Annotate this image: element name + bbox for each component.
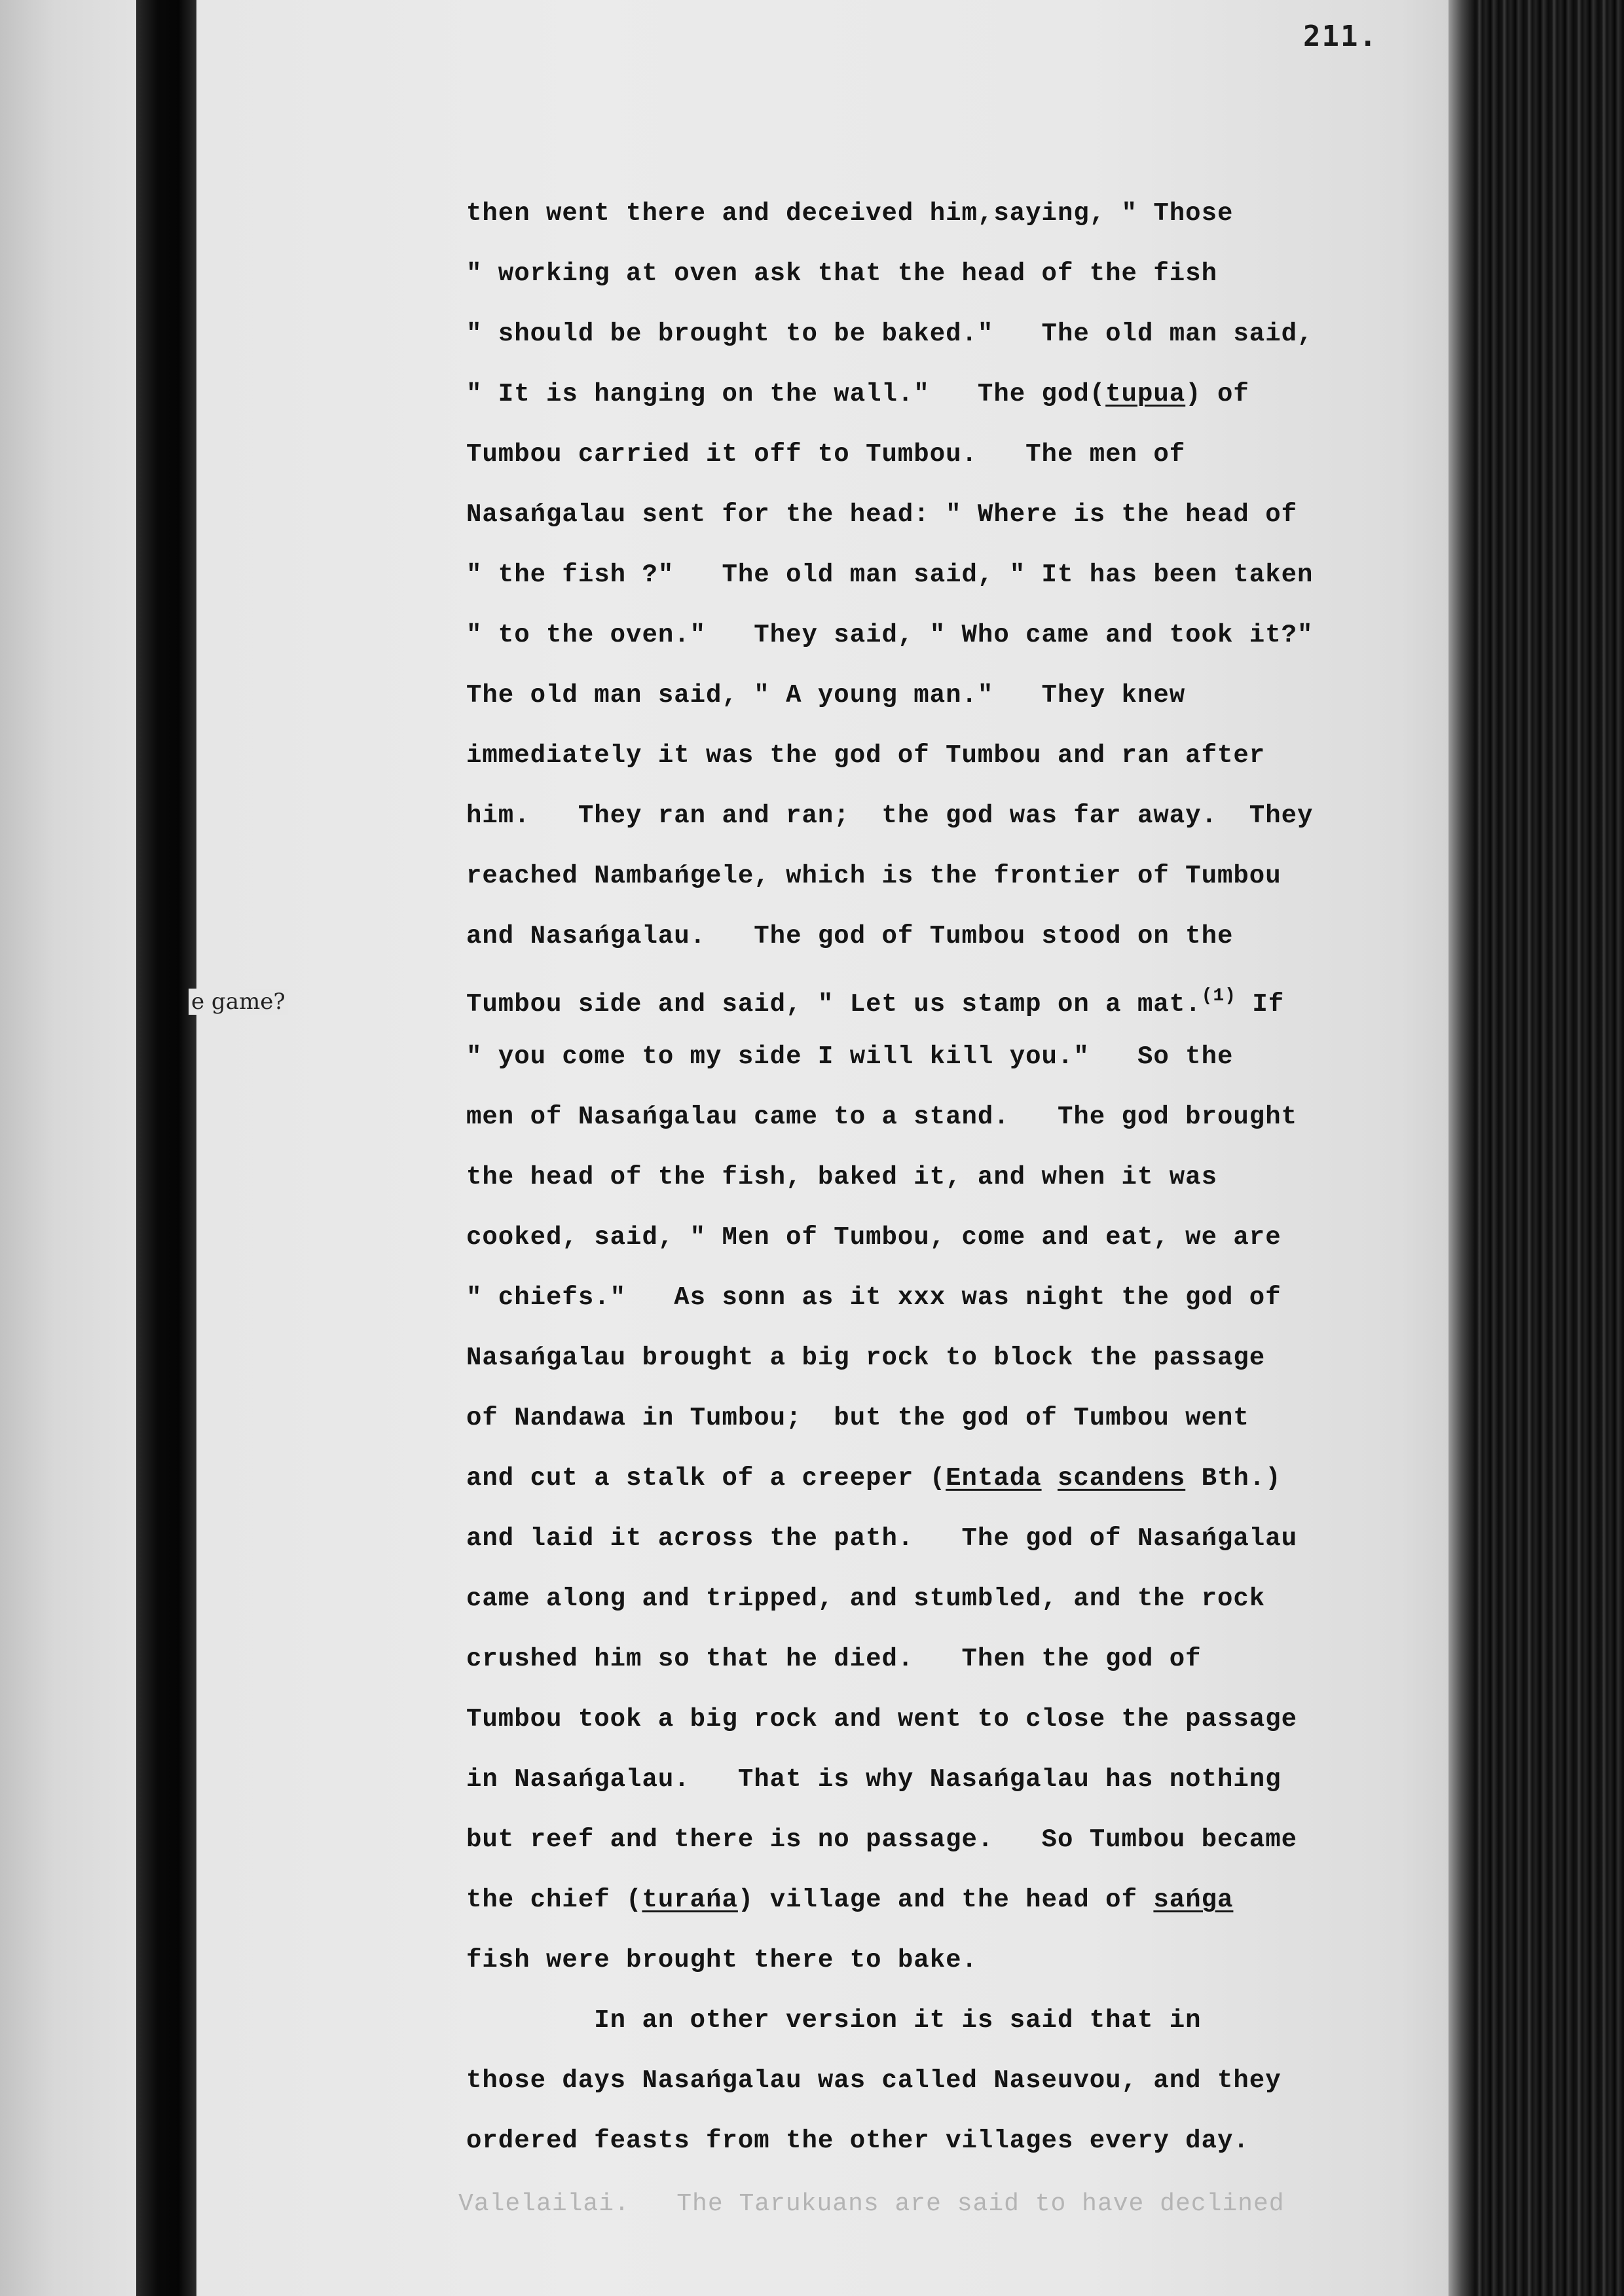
text-line bbox=[466, 906, 1435, 966]
line-text: crushed him so that he died. Then the god of bbox=[466, 1645, 1202, 1673]
line-text: In an other version it is said that in bbox=[466, 2006, 1202, 2035]
facing-page-margin bbox=[0, 0, 138, 2296]
line-text: ordered feasts from the other villages every day. bbox=[466, 2126, 1249, 2155]
text-line bbox=[466, 605, 1435, 665]
line-text: If bbox=[1236, 990, 1285, 1019]
underlined-term: sańga bbox=[1153, 1886, 1234, 1914]
text-line bbox=[466, 1087, 1435, 1147]
footnote-marker: (1) bbox=[1201, 986, 1236, 1006]
line-text: " chiefs." As sonn as it xxx was night the god of bbox=[466, 1283, 1282, 1312]
line-text: and laid it across the path. The god of Nasańgalau bbox=[466, 1524, 1297, 1553]
text-line bbox=[466, 1328, 1435, 1388]
line-text: Tumbou carried it off to Tumbou. The men of bbox=[466, 440, 1186, 469]
line-text: Tumbou side and said, " Let us stamp on a mat. bbox=[466, 990, 1202, 1019]
text-line bbox=[466, 183, 1435, 244]
text-line bbox=[466, 846, 1435, 906]
text-line bbox=[466, 484, 1435, 545]
line-text: the head of the fish, baked it, and when it was bbox=[466, 1163, 1217, 1192]
line-text: him. They ran and ran; the god was far away. They bbox=[466, 801, 1314, 830]
text-line bbox=[466, 665, 1435, 725]
text-line bbox=[466, 1147, 1435, 1207]
bleed-through-text: Valelailai. The Tarukuans are said to have declined bbox=[458, 2190, 1285, 2218]
text-line bbox=[466, 1930, 1435, 1990]
line-text: " to the oven." They said, " Who came and took it?" bbox=[466, 621, 1314, 649]
text-line bbox=[466, 1629, 1435, 1689]
line-text: The old man said, " A young man." They knew bbox=[466, 681, 1186, 710]
line-text: " should be brought to be baked." The old man said, bbox=[466, 319, 1314, 348]
text-line bbox=[466, 424, 1435, 484]
line-text: and Nasańgalau. The god of Tumbou stood on the bbox=[466, 922, 1234, 951]
line-text: Nasańgalau sent for the head: " Where is the head of bbox=[466, 500, 1297, 529]
book-binding-edge bbox=[1449, 0, 1624, 2296]
line-text: ) of bbox=[1185, 380, 1249, 409]
underlined-term: scandens bbox=[1057, 1464, 1186, 1493]
line-text: immediately it was the god of Tumbou and ran after bbox=[466, 741, 1266, 770]
line-text: but reef and there is no passage. So Tumbou became bbox=[466, 1825, 1297, 1854]
text-line bbox=[466, 1870, 1435, 1930]
line-text: " It is hanging on the wall." The god( bbox=[466, 380, 1106, 409]
text-line bbox=[466, 364, 1435, 424]
text-line bbox=[466, 2111, 1435, 2171]
line-text: came along and tripped, and stumbled, and the rock bbox=[466, 1584, 1266, 1613]
text-line bbox=[466, 1990, 1435, 2050]
line-text: in Nasańgalau. That is why Nasańgalau has nothing bbox=[466, 1765, 1282, 1794]
text-line bbox=[466, 545, 1435, 605]
text-line bbox=[466, 244, 1435, 304]
line-text: Nasańgalau brought a big rock to block the passage bbox=[466, 1343, 1266, 1372]
gutter-shadow bbox=[136, 0, 196, 2296]
page-number: 211. bbox=[1303, 20, 1378, 53]
text-line bbox=[466, 1448, 1435, 1508]
text-line bbox=[466, 1267, 1435, 1328]
underlined-term: turańa bbox=[642, 1886, 738, 1914]
text-line bbox=[466, 1749, 1435, 1810]
line-text: and cut a stalk of a creeper ( bbox=[466, 1464, 946, 1493]
text-line bbox=[466, 1508, 1435, 1569]
text-line bbox=[466, 304, 1435, 364]
line-text: " working at oven ask that the head of the fish bbox=[466, 259, 1217, 288]
line-text bbox=[1042, 1464, 1058, 1493]
text-line bbox=[466, 786, 1435, 846]
line-text: Tumbou took a big rock and went to close the passage bbox=[466, 1705, 1297, 1734]
text-line bbox=[466, 1388, 1435, 1448]
line-text: " you come to my side I will kill you." So the bbox=[466, 1042, 1234, 1071]
text-line bbox=[466, 1810, 1435, 1870]
text-line bbox=[466, 1207, 1435, 1267]
line-text: of Nandawa in Tumbou; but the god of Tumbou went bbox=[466, 1404, 1249, 1432]
text-line bbox=[466, 966, 1435, 1027]
underlined-term: Entada bbox=[946, 1464, 1042, 1493]
line-text: reached Nambańgele, which is the frontier of Tumbou bbox=[466, 862, 1282, 890]
text-line bbox=[466, 1569, 1435, 1629]
line-text: fish were brought there to bake. bbox=[466, 1946, 978, 1975]
underlined-term: tupua bbox=[1105, 380, 1186, 409]
line-text: then went there and deceived him,saying, " Those bbox=[466, 199, 1234, 228]
line-text: Bth.) bbox=[1185, 1464, 1282, 1493]
text-line bbox=[466, 2050, 1435, 2111]
line-text: those days Nasańgalau was called Naseuvou, and they bbox=[466, 2066, 1282, 2095]
typed-body-text bbox=[466, 183, 1435, 2171]
text-line bbox=[466, 1689, 1435, 1749]
margin-note: e game? bbox=[189, 989, 288, 1015]
line-text: men of Nasańgalau came to a stand. The god brought bbox=[466, 1102, 1297, 1131]
line-text: the chief ( bbox=[466, 1886, 642, 1914]
line-text: " the fish ?" The old man said, " It has been taken bbox=[466, 560, 1314, 589]
text-line bbox=[466, 725, 1435, 786]
line-text: cooked, said, " Men of Tumbou, come and eat, we are bbox=[466, 1223, 1282, 1252]
text-line bbox=[466, 1027, 1435, 1087]
line-text: ) village and the head of bbox=[737, 1886, 1154, 1914]
